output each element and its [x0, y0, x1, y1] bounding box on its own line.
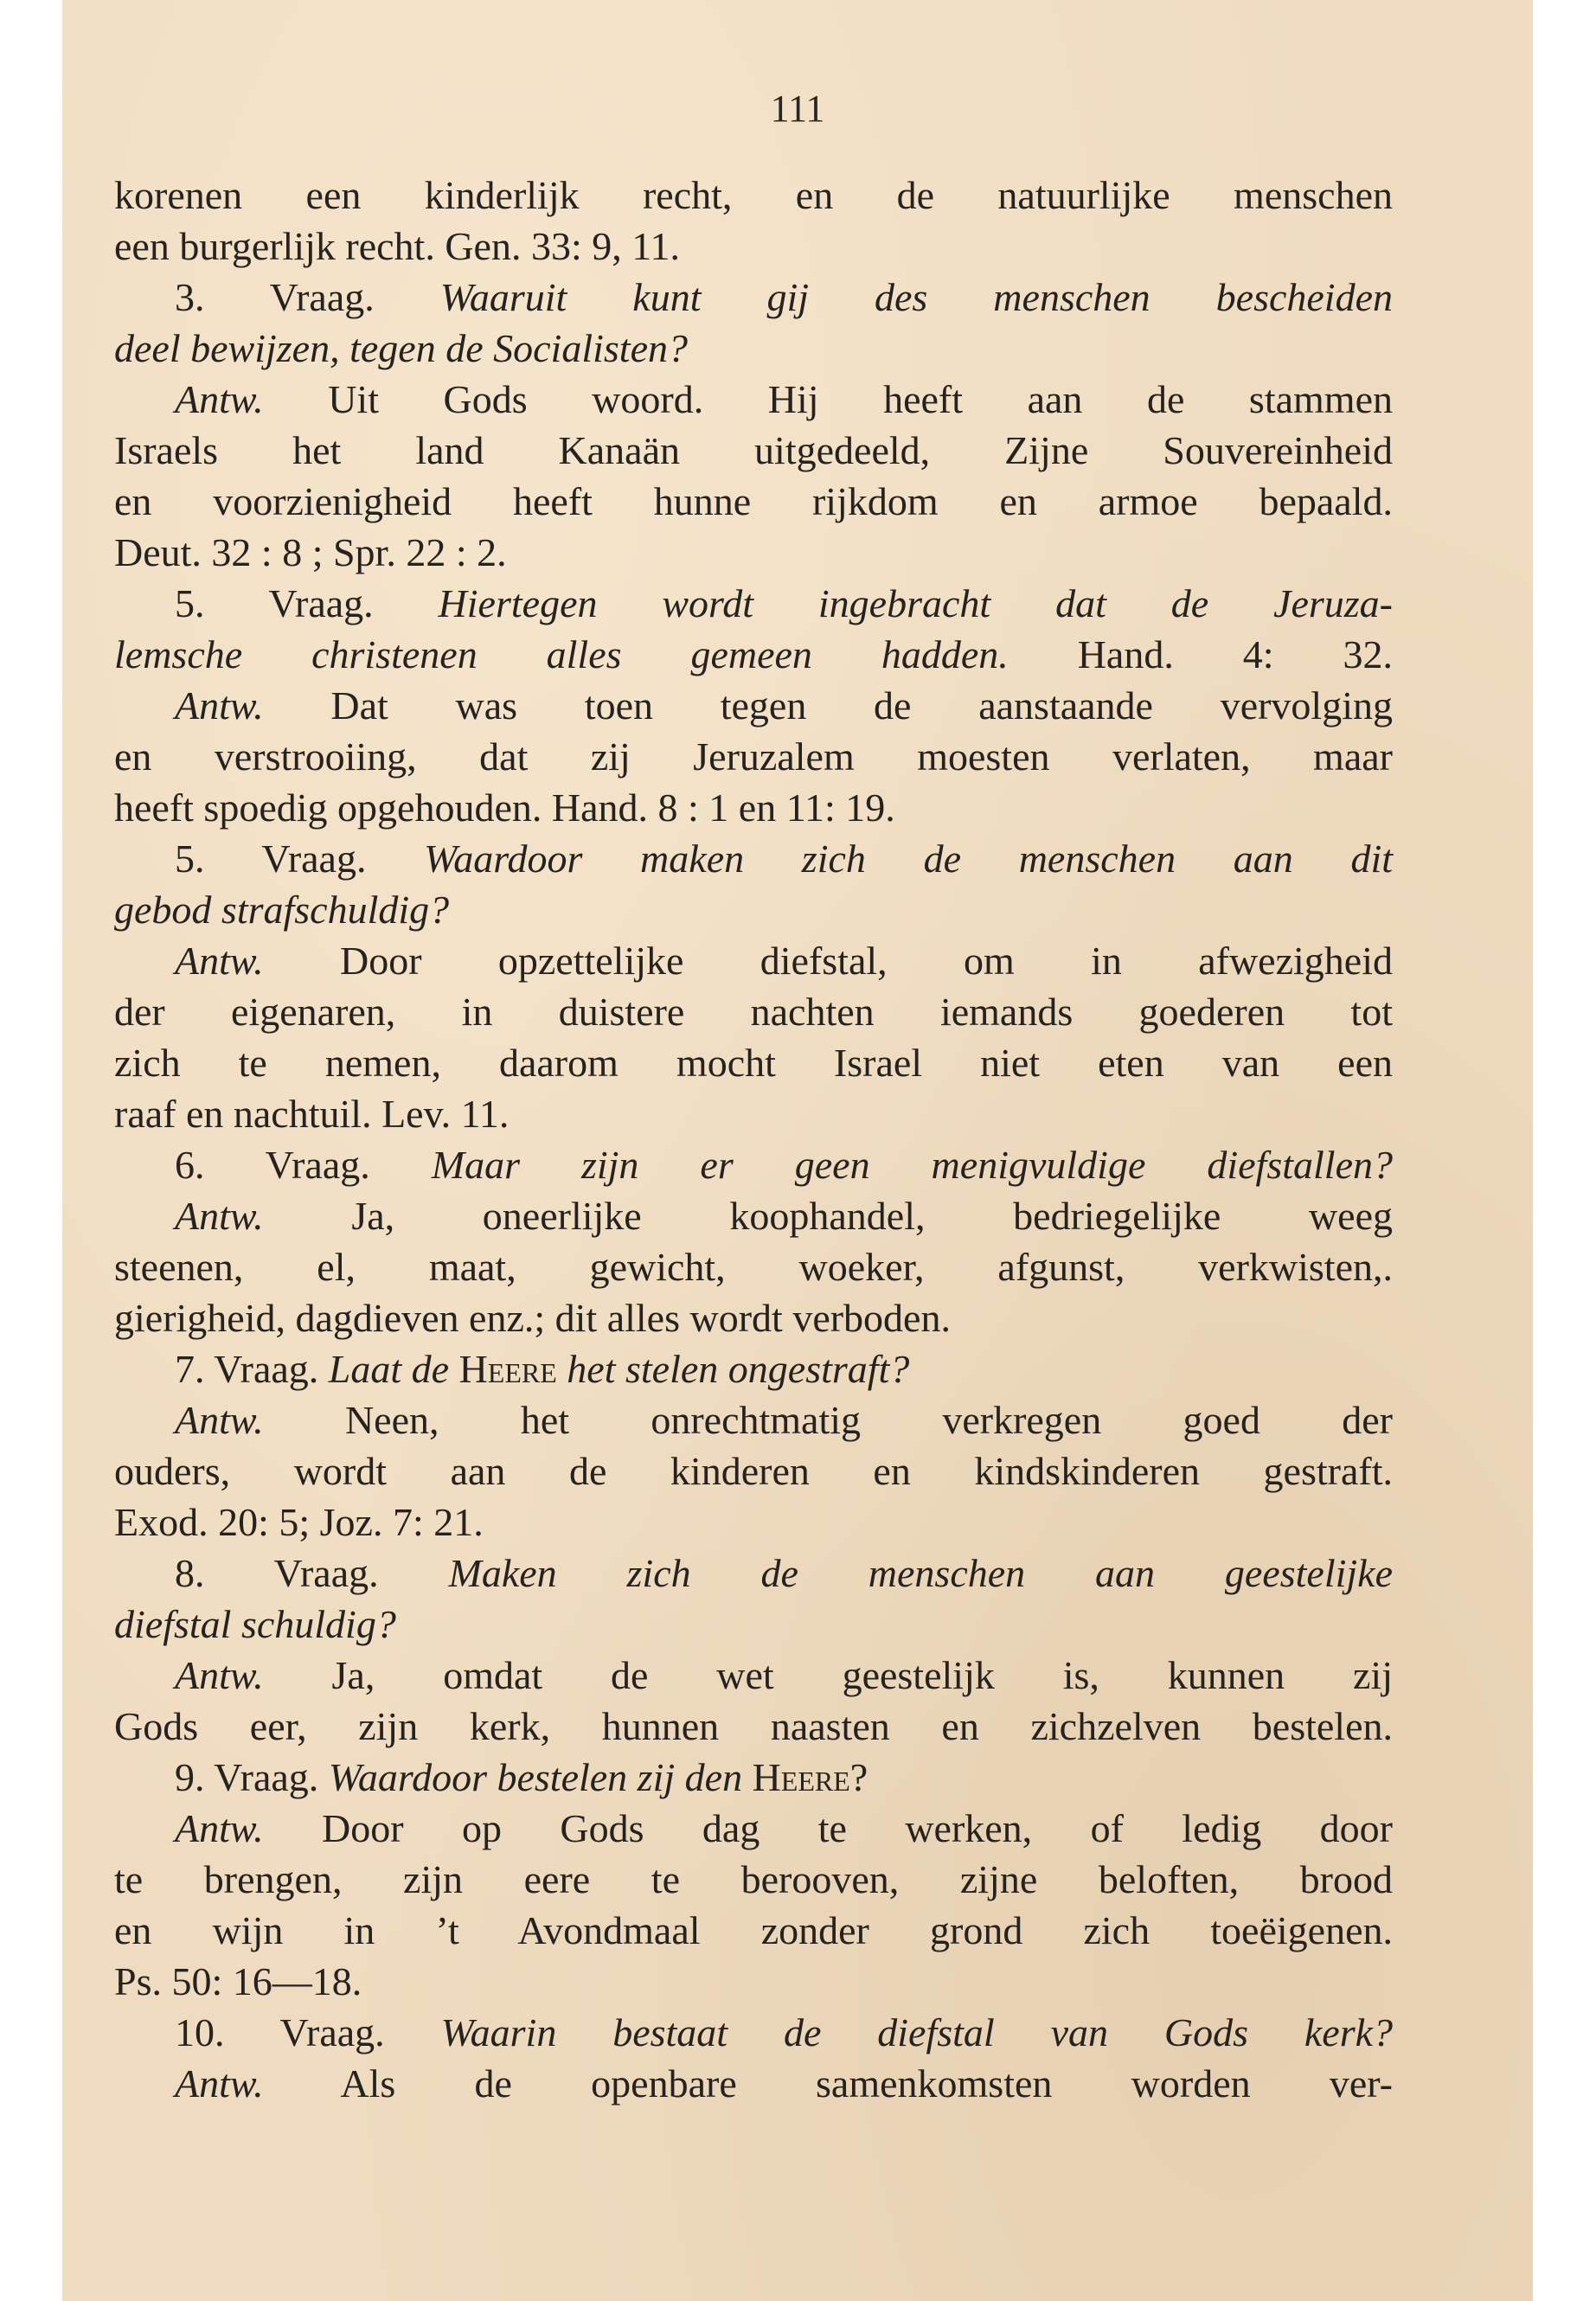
question-text: gebod strafschuldig? [114, 888, 450, 932]
text-line: Antw. Ja, omdat de wet geestelijk is, kunnen zij [175, 1653, 1393, 1697]
text-line: 3. Vraag. Waaruit kunt gij des menschen bescheiden [175, 275, 1394, 319]
book-page [62, 0, 1533, 2301]
question-text: Waaruit kunt gij des menschen bescheiden [439, 275, 1394, 319]
question-text: het stelen ongestraft? [556, 1347, 910, 1391]
answer-label: Antw. [175, 1398, 264, 1442]
text-line: Antw. Dat was toen tegen de aanstaande vervolging [175, 683, 1393, 727]
text-line: 5. Vraag. Hiertegen wordt ingebracht dat de Jeruza- [175, 581, 1393, 625]
text-line: 10. Vraag. Waarin bestaat de diefstal van Gods kerk? [175, 2010, 1394, 2054]
text-line: een burgerlijk recht. Gen. 33: 9, 11. [114, 224, 681, 268]
answer-label: Antw. [175, 1653, 264, 1697]
text-line: Antw. Door op Gods dag te werken, of ledig door [175, 1806, 1393, 1850]
text-line: en wijn in ’t Avondmaal zonder grond zich toeëigenen. [114, 1908, 1393, 1952]
page-body [114, 170, 1393, 2109]
text-line: te brengen, zijn eere te berooven, zijne beloften, brood [114, 1857, 1393, 1901]
answer-label: Antw. [175, 2061, 264, 2106]
question-text: Waardoor maken zich de menschen aan dit [424, 836, 1394, 881]
text-line: der eigenaren, in duistere nachten iemands goederen tot [114, 990, 1393, 1034]
text-line: Deut. 32 : 8 ; Spr. 22 : 2. [114, 530, 507, 574]
lord-name: Heere [752, 1755, 850, 1799]
text-line: 6. Vraag. Maar zijn er geen menigvuldige diefstallen? [175, 1143, 1393, 1187]
text-line: 9. Vraag. Waardoor bestelen zij den Heere? [175, 1755, 869, 1799]
question-text: Waarin bestaat de diefstal van Gods kerk? [440, 2010, 1394, 2054]
text-line: zich te nemen, daarom mocht Israel niet eten van een [114, 1041, 1393, 1085]
text-line: gierigheid, dagdieven enz.; dit alles wordt verboden. [114, 1296, 951, 1340]
text-line: Antw. Ja, oneerlijke koophandel, bedriegelijke weeg [175, 1194, 1393, 1238]
text-line: steenen, el, maat, gewicht, woeker, afgunst, verkwisten,. [114, 1245, 1393, 1289]
question-text: lemsche christenen alles gemeen hadden. [114, 632, 1009, 676]
text-line: korenen een kinderlijk recht, en de natuurlijke menschen [114, 173, 1393, 217]
answer-label: Antw. [175, 1806, 264, 1850]
text-line: en verstrooiing, dat zij Jeruzalem moesten verlaten, maar [114, 734, 1393, 779]
question-text: Maar zijn er geen menigvuldige diefstallen? [431, 1143, 1393, 1187]
text-line: Antw. Door opzettelijke diefstal, om in afwezigheid [175, 939, 1393, 983]
question-text: deel bewijzen, tegen de Socialisten? [114, 326, 688, 370]
text-line: 8. Vraag. Maken zich de menschen aan geestelijke [175, 1551, 1393, 1595]
question-text: Maken zich de menschen aan geestelijke [448, 1551, 1393, 1595]
text-line: Antw. Als de openbare samenkomsten worden ver- [175, 2061, 1393, 2106]
question-text: Hiertegen wordt ingebracht dat de Jeruza- [438, 581, 1393, 625]
text-line: heeft spoedig opgehouden. Hand. 8 : 1 en 11: 19. [114, 785, 895, 830]
text-line [114, 884, 1393, 935]
answer-label: Antw. [175, 683, 264, 727]
text-line: 7. Vraag. Laat de Heere het stelen ongestraft? [175, 1347, 910, 1391]
answer-label: Antw. [175, 377, 264, 421]
answer-label: Antw. [175, 939, 264, 983]
text-line: ouders, wordt aan de kinderen en kindskinderen gestraft. [114, 1449, 1393, 1493]
text-line: Antw. Uit Gods woord. Hij heeft aan de stammen [175, 377, 1393, 421]
text-line: raaf en nachtuil. Lev. 11. [114, 1092, 510, 1136]
lord-name: Heere [458, 1347, 557, 1391]
question-text: Waardoor bestelen zij den [328, 1755, 753, 1799]
text-line: lemsche christenen alles gemeen hadden. Hand. 4: 32. [114, 632, 1393, 676]
text-line: Antw. Neen, het onrechtmatig verkregen goed der [175, 1398, 1393, 1442]
question-text: diefstal schuldig? [114, 1602, 396, 1646]
text-line: en voorzienigheid heeft hunne rijkdom en armoe bepaald. [114, 479, 1393, 523]
page-number: 111 [770, 87, 825, 130]
text-line [114, 1599, 1393, 1650]
text-line: Israels het land Kanaän uitgedeeld, Zijne Souvereinheid [114, 428, 1393, 472]
text-line [114, 323, 1393, 374]
text-line: Gods eer, zijn kerk, hunnen naasten en zichzelven bestelen. [114, 1704, 1393, 1748]
text-line: 5. Vraag. Waardoor maken zich de menschen aan dit [175, 836, 1394, 881]
question-text: Laat de [328, 1347, 459, 1391]
text-line: Exod. 20: 5; Joz. 7: 21. [114, 1500, 484, 1544]
answer-label: Antw. [175, 1194, 264, 1238]
text-line: Ps. 50: 16—18. [114, 1959, 362, 2003]
